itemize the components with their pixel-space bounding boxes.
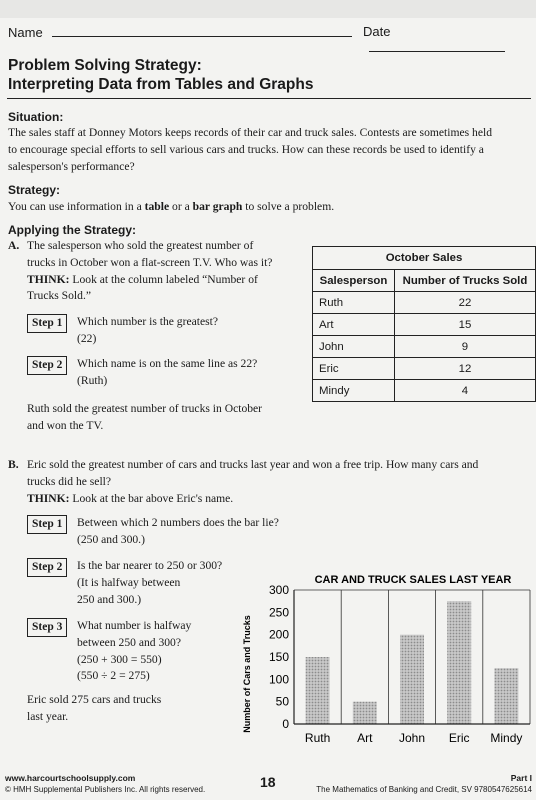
part-a-step-1-text: [77, 314, 218, 348]
think-text: Look at the bar above Eric's name.: [69, 491, 234, 505]
title-divider: [7, 98, 531, 99]
part-b-letter: B.: [8, 458, 19, 471]
bar-mindy: [494, 668, 518, 724]
table-header-salesperson: Salesperson: [313, 270, 395, 292]
sales-bar-chart: [236, 566, 536, 756]
y-tick-label: 150: [268, 650, 289, 664]
situation-text: [8, 125, 533, 175]
x-tick-label: Art: [357, 731, 373, 745]
top-margin-band: [0, 0, 536, 18]
y-tick-label: 50: [275, 694, 289, 709]
part-a-step-2: [27, 355, 67, 375]
step-text-line: Is the bar nearer to 250 or 300?: [77, 559, 223, 572]
step-text-line: Which number is the greatest?: [77, 315, 219, 328]
part-b-step-2-text: [77, 558, 222, 608]
part-a-step-1: [27, 313, 67, 333]
y-tick-label: 100: [268, 672, 289, 687]
part-a-line-1: The salesperson who sold the greatest number of: [27, 239, 254, 252]
page-number: 18: [260, 774, 276, 790]
bar-ruth: [306, 657, 330, 724]
trucks-cell: 22: [394, 292, 535, 314]
step-answer-line: (It is halfway between: [77, 575, 181, 589]
part-b-think: [27, 491, 478, 508]
table-row: [313, 380, 536, 402]
step-answer-line: (250 and 300.): [77, 532, 145, 546]
strategy-mid: or a: [169, 200, 193, 213]
footer-copyright: © HMH Supplemental Publishers Inc. All rights reserved.: [5, 785, 206, 794]
table-title: October Sales: [313, 247, 536, 270]
date-line[interactable]: [369, 39, 505, 52]
salesperson-cell: Ruth: [313, 292, 395, 314]
table-row: [313, 336, 536, 358]
y-tick-label: 300: [268, 583, 289, 597]
think-label: THINK:: [27, 491, 70, 505]
step-text-line: What number is halfway: [77, 619, 192, 632]
october-sales-table: [312, 246, 536, 402]
x-tick-label: Eric: [448, 731, 470, 745]
date-field[interactable]: [363, 24, 536, 55]
salesperson-cell: Eric: [313, 358, 395, 380]
name-line[interactable]: [52, 24, 352, 37]
y-tick-label: 0: [282, 717, 289, 731]
part-a-think: [27, 272, 272, 289]
strategy-heading: Strategy:: [8, 183, 61, 197]
bar-john: [400, 635, 424, 724]
footer-book: The Mathematics of Banking and Credit, SV 9780547625614: [316, 785, 532, 794]
chart-x-ticks: [305, 731, 522, 745]
title-line-2: Interpreting Data from Tables and Graphs: [8, 76, 314, 93]
step-answer-line: 250 and 300.): [77, 592, 142, 606]
conclusion-line-1: Ruth sold the greatest number of trucks in October: [27, 402, 263, 415]
salesperson-cell: John: [313, 336, 395, 358]
bar-eric: [447, 601, 471, 724]
part-b-step-3: [27, 617, 67, 637]
step-answer-line: (Ruth): [77, 373, 108, 387]
x-tick-label: Mindy: [490, 731, 523, 745]
step-label: Step 1: [27, 515, 67, 534]
strategy-post: to solve a problem.: [242, 200, 335, 213]
step-answer-line: (250 + 300 = 550): [77, 652, 162, 666]
think-line-1: Look at the column labeled “Number of: [69, 272, 258, 286]
step-answer-line: (550 ÷ 2 = 275): [77, 669, 150, 683]
table-row: [313, 292, 536, 314]
part-b-line-1: Eric sold the greatest number of cars and trucks last year and won a free trip. How many cars and: [27, 458, 479, 471]
page-title: [8, 56, 313, 94]
part-b-step-1-text: [77, 515, 279, 549]
conclusion-line-2: and won the TV.: [27, 418, 104, 432]
part-b-step-3-text: [77, 618, 191, 685]
table-row: [313, 314, 536, 336]
situation-heading: Situation:: [8, 110, 64, 124]
strategy-table-word: table: [144, 200, 170, 213]
strategy-pre: You can use information in a: [8, 200, 145, 213]
strategy-graph-word: bar graph: [192, 200, 243, 213]
conclusion-line-1: Eric sold 275 cars and trucks: [27, 693, 162, 706]
table-header-trucks: Number of Trucks Sold: [394, 270, 535, 292]
y-tick-label: 250: [268, 605, 289, 620]
date-label: Date: [363, 24, 391, 39]
part-b-conclusion: [27, 692, 161, 726]
trucks-cell: 9: [394, 336, 535, 358]
table-row: [313, 358, 536, 380]
part-b-step-1: [27, 514, 67, 534]
salesperson-cell: Mindy: [313, 380, 395, 402]
part-b-text: [27, 457, 478, 507]
footer-website: www.harcourtschoolsupply.com: [5, 773, 136, 783]
part-a-line-2: trucks in October won a flat-screen T.V. Who was it?: [27, 255, 273, 269]
chart-bars: [306, 601, 519, 724]
step-text-line: between 250 and 300?: [77, 635, 181, 649]
chart-y-ticks: [269, 583, 289, 731]
applying-heading: Applying the Strategy:: [8, 223, 137, 237]
strategy-text: [8, 199, 334, 216]
title-line-1: Problem Solving Strategy:: [8, 57, 202, 74]
step-label: Step 2: [27, 558, 67, 577]
conclusion-line-2: last year.: [27, 709, 69, 723]
step-text-line: Between which 2 numbers does the bar lie?: [77, 516, 279, 529]
step-answer-line: (22): [77, 331, 97, 345]
situation-line-3: salesperson's performance?: [8, 159, 135, 173]
think-label: THINK:: [27, 272, 70, 286]
sales-table: [312, 246, 536, 402]
trucks-cell: 15: [394, 314, 535, 336]
step-text-line: Which name is on the same line as 22?: [77, 357, 258, 370]
step-label: Step 2: [27, 356, 67, 375]
trucks-cell: 4: [394, 380, 535, 402]
name-label: Name: [8, 25, 43, 40]
situation-line-1: The sales staff at Donney Motors keeps records of their car and truck sales. Contests are sometimes held: [8, 126, 493, 139]
salesperson-cell: Art: [313, 314, 395, 336]
part-a-conclusion: [27, 401, 262, 435]
part-a-step-2-text: [77, 356, 257, 390]
part-b-step-2: [27, 557, 67, 577]
chart-title: CAR AND TRUCK SALES LAST YEAR: [314, 574, 512, 586]
y-tick-label: 200: [268, 627, 289, 642]
x-tick-label: Ruth: [304, 731, 331, 745]
part-a-letter: A.: [8, 239, 20, 252]
footer-part: Part I: [510, 773, 532, 783]
step-label: Step 3: [27, 618, 67, 637]
part-b-line-2: trucks did he sell?: [27, 474, 112, 488]
chart-ylabel: Number of Cars and Trucks: [242, 615, 252, 733]
step-label: Step 1: [27, 314, 67, 333]
situation-line-2: to encourage special efforts to sell various cars and trucks. How can these records be used to identify a: [8, 142, 484, 156]
bar-art: [353, 702, 377, 724]
name-field[interactable]: [8, 24, 352, 40]
x-tick-label: John: [398, 731, 426, 745]
trucks-cell: 12: [394, 358, 535, 380]
think-line-2: Trucks Sold.”: [27, 289, 91, 303]
part-a-text: [27, 238, 272, 305]
